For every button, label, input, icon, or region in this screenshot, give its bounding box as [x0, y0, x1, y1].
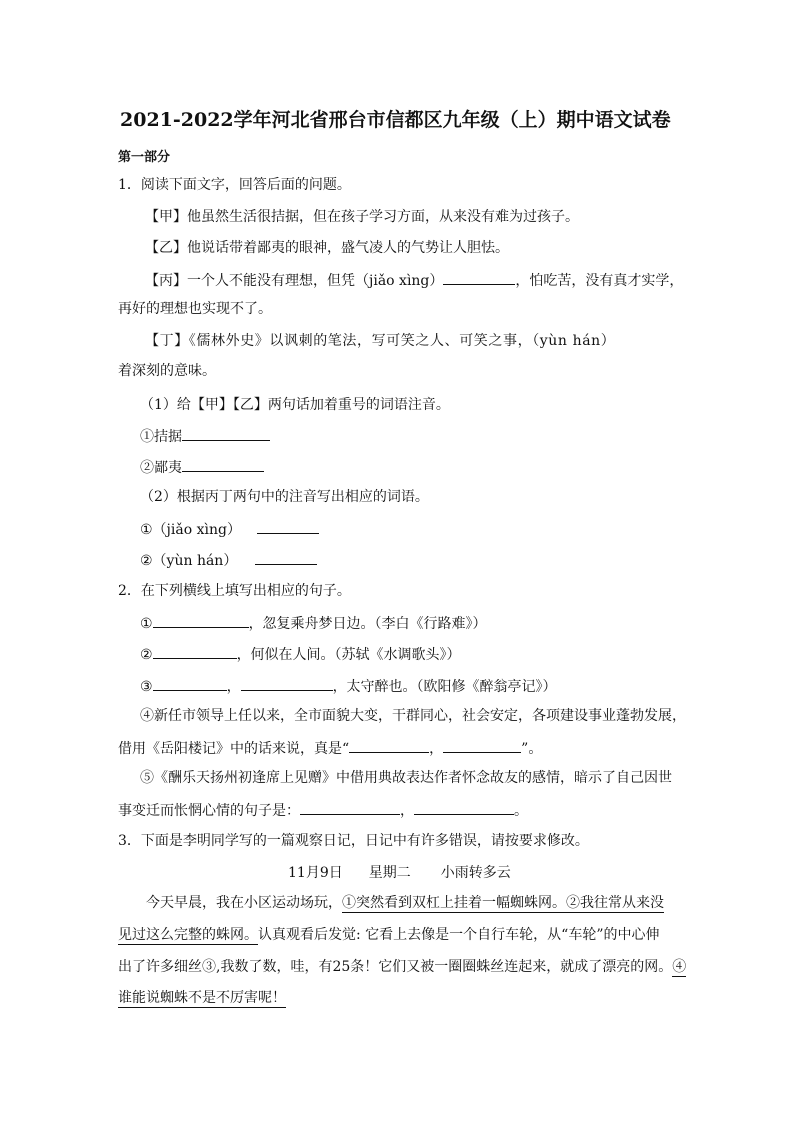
- q2-item-5-text: 事变迁而怅惘心情的句子是：: [118, 803, 300, 819]
- q1-sub2-b: [140, 549, 317, 571]
- q2-item-2-mark: ②: [140, 647, 153, 663]
- diary-p1-text: 今天早晨，我在小区运动场玩，: [146, 895, 342, 911]
- diary-p3-text-a: 出了许多细丝: [118, 959, 202, 975]
- q2-item-3-mark: ③: [140, 679, 153, 695]
- q1-yi: 【乙】他说话带着鄙夷的眼神，盛气凌人的气势让人胆怯。: [145, 240, 509, 256]
- q2-item-2: [140, 643, 461, 665]
- q2-item-5-sep: ，: [400, 803, 414, 819]
- q2-item-4b: [118, 737, 542, 759]
- q1-sub2-a-blank[interactable]: [257, 518, 319, 534]
- diary-p2-text: 认真观看后发觉: 它看上去像是一个自行车轮，从“车轮”的中心伸: [258, 927, 660, 943]
- q2-item-1-blank[interactable]: [153, 612, 249, 628]
- diary-p3-text-b: ,我数了数，哇，有25条！它们又被一圈圈蛛丝连起来，就成了漂亮的网。: [216, 959, 673, 975]
- q2-item-2-text: ，何似在人间。（苏轼《水调歌头》）: [236, 647, 461, 663]
- q1-sub1-b: [140, 456, 264, 478]
- q3-stem: 3．下面是李明同学写的一篇观察日记，日记中有许多错误，请按要求修改。: [118, 833, 589, 849]
- q1-sub2-a: [140, 518, 319, 540]
- q2-item-4-sep: ，: [429, 741, 444, 757]
- q2-item-1-mark: ①: [140, 616, 153, 632]
- q2-item-4-blank-2[interactable]: [443, 737, 521, 753]
- q2-stem: 2．在下列横线上填写出相应的句子。: [118, 583, 351, 599]
- diary-line-3: [118, 957, 686, 977]
- q2-item-5b: [118, 799, 528, 821]
- q1-sub1: （1）给【甲】【乙】两句话加着重号的词语注音。: [140, 397, 450, 413]
- q1-ding-cont: 着深刻的意味。: [118, 363, 216, 379]
- q2-item-5-blank-2[interactable]: [414, 799, 514, 815]
- diary-sentence-2-cont: 见过这么完整的蛛网。: [118, 927, 258, 943]
- diary-sentence-2: ②我往常从来没: [566, 895, 664, 911]
- q2-item-3-blank-1[interactable]: [153, 675, 227, 691]
- diary-line-4: [118, 988, 286, 1008]
- q2-item-4-blank-1[interactable]: [349, 737, 429, 753]
- q1-sub1-a-label: ①拮据: [140, 429, 182, 445]
- q1-sub1-b-blank[interactable]: [182, 456, 264, 472]
- q2-item-3: [140, 675, 557, 697]
- diary-weekday: 星期二: [368, 865, 411, 881]
- diary-line-2: [118, 925, 659, 945]
- diary-mark-3: ③: [202, 959, 216, 975]
- q2-item-2-blank[interactable]: [153, 643, 237, 659]
- diary-line-1: [146, 893, 664, 913]
- q2-item-5-end: 。: [514, 803, 528, 819]
- q2-item-5a: ⑤《酬乐天扬州初逢席上见赠》中借用典故表达作者怀念故友的感情，暗示了自己因世: [140, 770, 672, 786]
- q1-sub1-a-blank[interactable]: [182, 425, 270, 441]
- q1-jia: 【甲】他虽然生活很拮据，但在孩子学习方面，从来没有难为过孩子。: [145, 209, 579, 225]
- q1-bing: [145, 269, 683, 291]
- q2-item-4-end: ”。: [521, 741, 543, 757]
- q1-sub2: （2）根据丙丁两句中的注音写出相应的词语。: [140, 489, 429, 505]
- q1-bing-text-a: 【丙】一个人不能没有理想，但凭（jiǎo xìng）: [145, 273, 444, 289]
- diary-date: 11月9日: [288, 865, 343, 881]
- q2-item-3-sep: ，: [226, 679, 241, 695]
- q2-item-4a: ④新任市领导上任以来，全市面貌大变，干群同心，社会安定，各项建设事业蓬勃发展，: [140, 708, 686, 724]
- q1-stem: 1．阅读下面文字，回答后面的问题。: [118, 177, 351, 193]
- q1-bing-cont: 再好的理想也实现不了。: [118, 301, 272, 317]
- page-title: 2021-2022学年河北省邢台市信都区九年级（上）期中语文试卷: [120, 109, 671, 131]
- diary-sentence-1: ①突然看到双杠上挂着一幅蜘蛛网。: [342, 895, 566, 911]
- q1-sub2-b-blank[interactable]: [255, 549, 317, 565]
- q2-item-1: [140, 612, 487, 634]
- q1-sub2-a-label: ①（jiǎo xìng）: [140, 522, 241, 538]
- q1-bing-text-b: ，怕吃苦，没有真才实学，: [515, 273, 684, 289]
- q2-item-3-blank-2[interactable]: [241, 675, 333, 691]
- q2-item-1-text: ，忽复乘舟梦日边。（李白《行路难》）: [248, 616, 487, 632]
- q1-sub2-b-label: ②（yùn hán）: [140, 553, 238, 569]
- diary-sentence-4: 谁能说蜘蛛不是不厉害呢！: [118, 990, 286, 1006]
- q1-sub1-b-label: ②鄙夷: [140, 460, 182, 476]
- diary-mark-4: ④: [672, 959, 687, 975]
- q2-item-4-text: 借用《岳阳楼记》中的话来说，真是“: [118, 741, 350, 757]
- q2-item-3-text: ，太守醉也。（欧阳修《醉翁亭记》）: [332, 679, 557, 695]
- q2-item-5-blank-1[interactable]: [300, 799, 400, 815]
- diary-header: [288, 862, 511, 882]
- q1-bing-blank[interactable]: [443, 269, 515, 285]
- q1-ding: 【丁】《儒林外史》以讽刺的笔法，写可笑之人、可笑之事，（yùn hán）: [145, 333, 616, 349]
- q1-sub1-a: [140, 425, 270, 447]
- diary-weather: 小雨转多云: [440, 865, 511, 881]
- section-heading: 第一部分: [118, 150, 171, 165]
